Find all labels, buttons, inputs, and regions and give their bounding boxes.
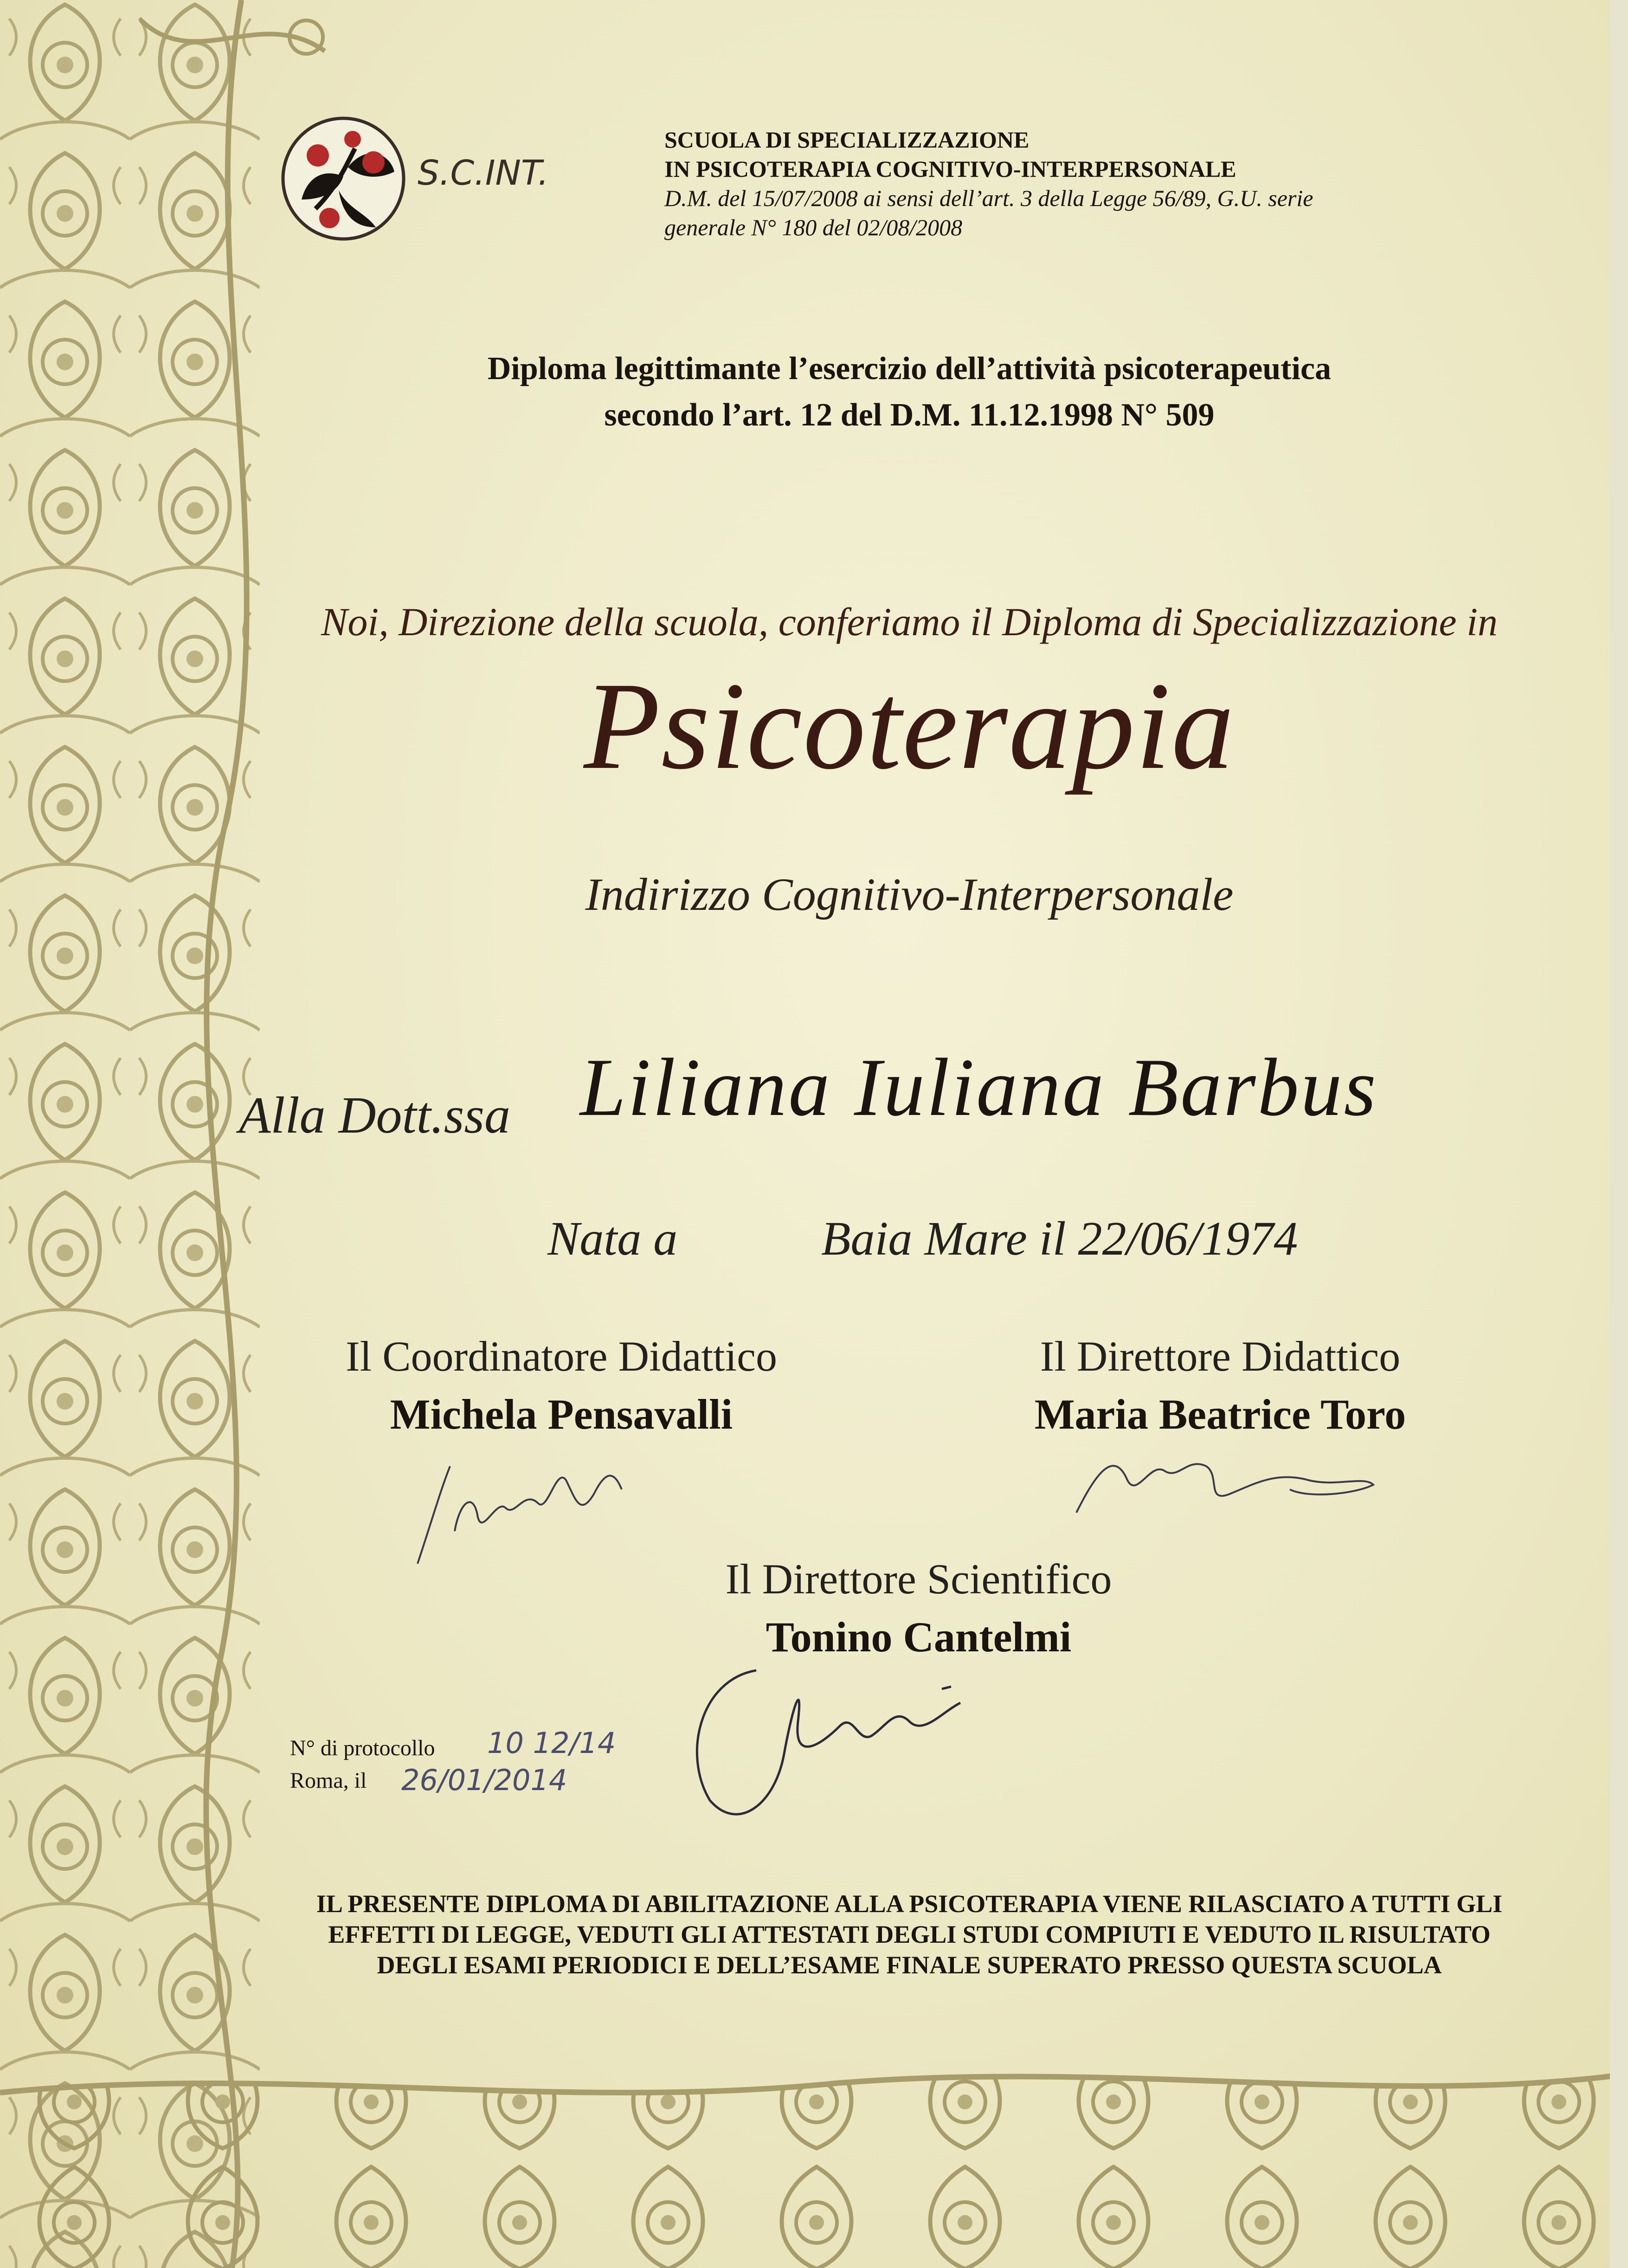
- footer-line1: IL PRESENTE DIPLOMA DI ABILITAZIONE ALLA PSICOTERAPIA VIENE RILASCIATO A TUTTI GLI: [316, 1890, 1503, 1918]
- decree-line2: generale N° 180 del 02/08/2008: [664, 214, 963, 240]
- logo-text: S.C.INT.: [418, 153, 549, 193]
- school-name-line1: SCUOLA DI SPECIALIZZAZIONE: [664, 127, 1030, 153]
- legal-footer: [223, 1888, 1596, 1980]
- coordinator-role: Il Coordinatore Didattico: [346, 1333, 777, 1380]
- footer-line3: DEGLI ESAMI PERIODICI E DELL’ESAME FINALE SUPERATO PRESSO QUESTA SCUOLA: [377, 1951, 1442, 1979]
- scientific-director-role: Il Direttore Scientifico: [725, 1555, 1112, 1603]
- born-value: Baia Mare il 22/06/1974: [821, 1212, 1298, 1265]
- recipient-name: Liliana Iuliana Barbus: [580, 1041, 1378, 1133]
- title-line2: secondo l’art. 12 del D.M. 11.12.1998 N° 509: [604, 397, 1215, 433]
- footer-line2: EFFETTI DI LEGGE, VEDUTI GLI ATTESTATI DEGLI STUDI COMPIUTI E VEDUTO IL RISULTATO: [328, 1920, 1491, 1948]
- right-edge-strip: [1610, 0, 1628, 2268]
- protocol-label: N° di protocollo: [290, 1736, 435, 1760]
- didactic-director-role: Il Direttore Didattico: [1040, 1333, 1401, 1380]
- protocol-value: 10 12/14: [487, 1726, 616, 1760]
- intro-text: Noi, Direzione della scuola, conferiamo il Diploma di Specializzazione in: [321, 599, 1498, 644]
- diploma-title: [223, 346, 1596, 438]
- scientific-director-signature: [682, 1652, 1016, 1828]
- issue-date: 26/01/2014: [401, 1763, 567, 1797]
- subject-title: Psicoterapia: [584, 657, 1235, 795]
- orientation-text: Indirizzo Cognitivo-Interpersonale: [585, 869, 1234, 920]
- top-corner-ornament: [139, 0, 334, 102]
- title-line1: Diploma legittimante l’esercizio dell’attività psicoterapeutica: [487, 351, 1332, 387]
- coordinator-name: Michela Pensavalli: [390, 1391, 733, 1438]
- scientific-director-name: Tonino Cantelmi: [766, 1613, 1072, 1661]
- school-header: [664, 125, 1546, 242]
- place-label: Roma, il: [290, 1768, 367, 1793]
- born-label: Nata a: [547, 1212, 678, 1265]
- left-ornament-border: [0, 0, 260, 2268]
- school-name-line2: IN PSICOTERAPIA COGNITIVO-INTERPERSONALE: [664, 156, 1236, 182]
- decree-line1: D.M. del 15/07/2008 ai sensi dell’art. 3 della Legge 56/89, G.U. serie: [664, 185, 1313, 211]
- bottom-ornament-border: [0, 2037, 1628, 2268]
- didactic-director-signature: [1067, 1429, 1392, 1522]
- didactic-director-name: Maria Beatrice Toro: [1034, 1391, 1406, 1438]
- recipient-prefix: Alla Dott.ssa: [239, 1087, 510, 1144]
- school-logo: [274, 111, 413, 246]
